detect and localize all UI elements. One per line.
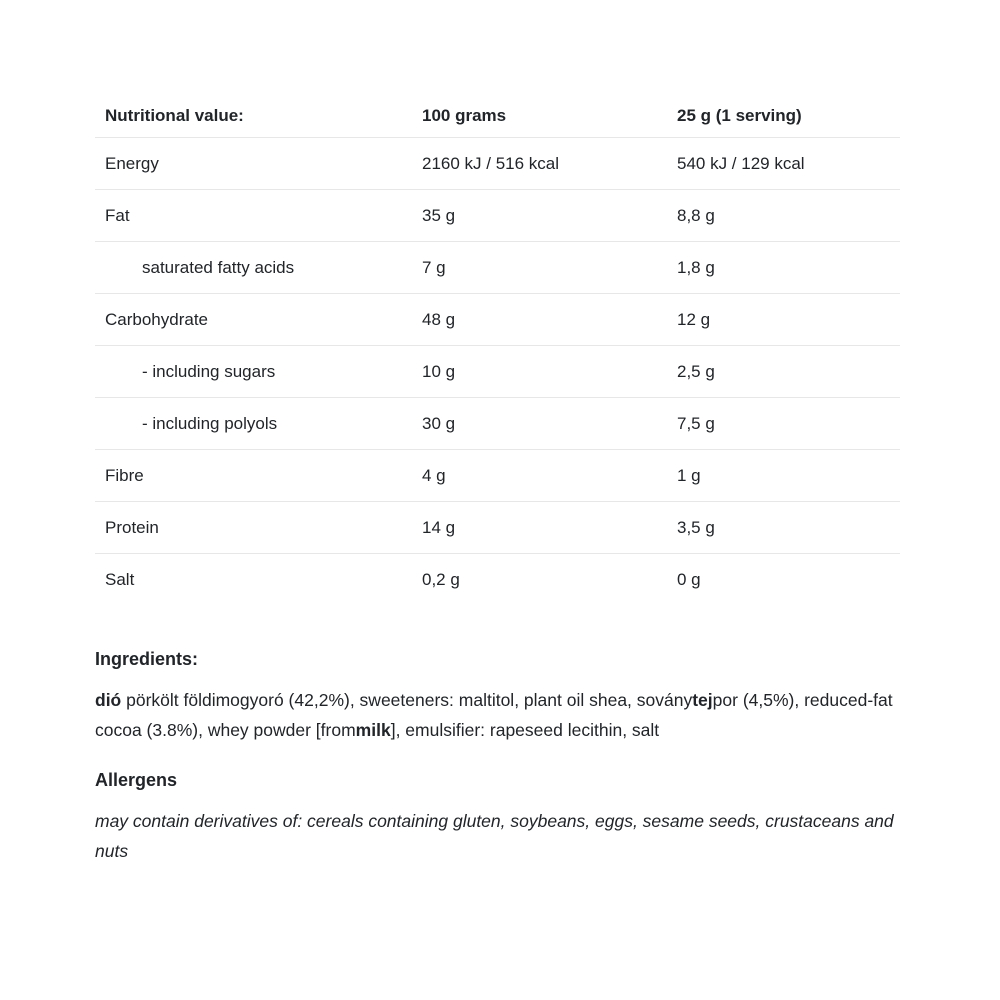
nutrition-table-header-row xyxy=(95,95,900,138)
row-value-per-100g: 10 g xyxy=(422,361,456,381)
row-value-per-100g: 7 g xyxy=(422,257,446,277)
ingredient-text-segment: por (4,5%), reduced-fat cocoa (3.8%), whey powder [from xyxy=(95,690,893,740)
row-label: Protein xyxy=(105,517,159,537)
row-label: Carbohydrate xyxy=(105,309,209,329)
row-value-per-100g: 48 g xyxy=(422,309,456,329)
row-value-per-serving: 2,5 g xyxy=(677,361,715,381)
column-header-nutritional-value: Nutritional value: xyxy=(105,106,244,125)
row-label: Salt xyxy=(105,570,135,589)
row-value-per-serving: 8,8 g xyxy=(677,205,715,225)
allergens-text: may contain derivatives of: cereals containing gluten, soybeans, eggs, sesame seeds, crustaceans and nuts xyxy=(95,811,894,861)
nutrition-table xyxy=(95,95,900,606)
table-row xyxy=(95,138,900,190)
row-value-per-serving: 3,5 g xyxy=(677,517,715,537)
ingredient-emphasis: dió xyxy=(95,690,122,710)
ingredient-emphasis: tej xyxy=(692,690,713,710)
ingredient-text-segment: pörkölt földimogyoró (42,2%), sweeteners: maltitol, plant oil shea, sovány xyxy=(121,690,693,710)
table-row xyxy=(95,502,900,554)
ingredients-heading: Ingredients: xyxy=(95,649,199,669)
ingredient-text-segment: ], emulsifier: rapeseed lecithin, salt xyxy=(390,719,660,740)
table-row xyxy=(95,398,900,450)
row-value-per-100g: 4 g xyxy=(422,465,446,485)
column-header-100-grams: 100 grams xyxy=(422,106,507,125)
row-value-per-serving: 1,8 g xyxy=(677,257,715,277)
row-value-per-100g: 0,2 g xyxy=(422,570,460,589)
row-value-per-serving: 7,5 g xyxy=(677,413,715,433)
row-value-per-serving: 1 g xyxy=(677,465,701,485)
row-value-per-serving: 0 g xyxy=(677,570,701,589)
table-row xyxy=(95,554,900,606)
nutrition-table-body xyxy=(95,138,900,606)
table-row xyxy=(95,294,900,346)
row-label: - including polyols xyxy=(142,413,278,433)
table-row xyxy=(95,190,900,242)
row-label: Energy xyxy=(105,153,159,173)
row-value-per-serving: 12 g xyxy=(677,309,711,329)
column-header-serving: 25 g (1 serving) xyxy=(677,106,802,125)
row-label: Fibre xyxy=(105,465,144,485)
row-label: Fat xyxy=(105,205,130,225)
table-row xyxy=(95,450,900,502)
row-value-per-100g: 2160 kJ / 516 kcal xyxy=(422,153,560,173)
row-value-per-100g: 30 g xyxy=(422,413,456,433)
row-value-per-serving: 540 kJ / 129 kcal xyxy=(677,153,805,173)
row-label: - including sugars xyxy=(142,361,276,381)
table-row xyxy=(95,346,900,398)
allergens-heading: Allergens xyxy=(95,770,178,790)
row-value-per-100g: 14 g xyxy=(422,517,456,537)
table-row xyxy=(95,242,900,294)
ingredient-emphasis: milk xyxy=(355,719,391,740)
row-value-per-100g: 35 g xyxy=(422,205,456,225)
ingredients-text xyxy=(95,686,900,745)
row-label: saturated fatty acids xyxy=(142,257,295,277)
